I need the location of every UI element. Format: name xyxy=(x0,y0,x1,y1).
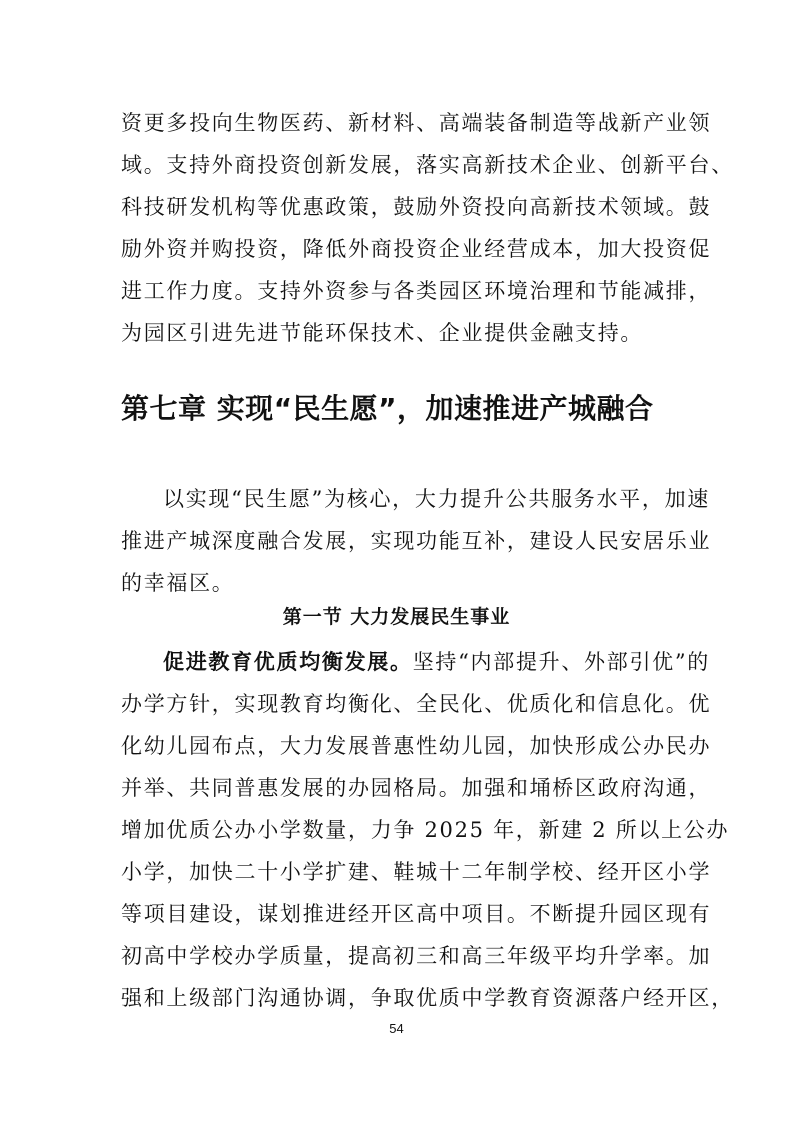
text-line: 资更多投向生物医药、新材料、高端装备制造等战新产业领 xyxy=(121,111,712,135)
page-number: 54 xyxy=(389,1021,404,1036)
text-line: 科技研发机构等优惠政策，鼓励外资投向高新技术领域。鼓 xyxy=(121,195,712,219)
text-line xyxy=(163,648,710,676)
text-line: 进工作力度。支持外资参与各类园区环境治理和节能减排， xyxy=(121,279,712,303)
text-line: 小学，加快二十小学扩建、鞋城十二年制学校、经开区小学 xyxy=(121,860,712,884)
text-line: 化幼儿园布点，大力发展普惠性幼儿园，加快形成公办民办 xyxy=(121,734,712,758)
section-title: 第一节 大力发展民生事业 xyxy=(282,606,511,628)
text-line: 并举、共同普惠发展的办园格局。加强和埇桥区政府沟通， xyxy=(121,776,712,800)
text-line: 以实现“民生愿”为核心，大力提升公共服务水平，加速 xyxy=(163,487,710,511)
chapter-title: 第七章 实现“民生愿”，加速推进产城融合 xyxy=(121,392,654,425)
text-line: 推进产城深度融合发展，实现功能互补，建设人民安居乐业 xyxy=(121,529,712,553)
text-line: 的幸福区。 xyxy=(121,571,235,595)
paragraph-lead-text: 坚持“内部提升、外部引优”的 xyxy=(412,650,710,674)
text-line: 域。支持外商投资创新发展，落实高新技术企业、创新平台、 xyxy=(121,153,734,177)
text-line: 增加优质公办小学数量，力争 2025 年，新建 2 所以上公办 xyxy=(121,818,730,842)
text-line: 办学方针，实现教育均衡化、全民化、优质化和信息化。优 xyxy=(121,692,712,716)
text-line: 初高中学校办学质量，提高初三和高三年级平均升学率。加 xyxy=(121,944,712,968)
text-line: 强和上级部门沟通协调，争取优质中学教育资源落户经开区， xyxy=(121,986,734,1010)
text-line: 为园区引进先进节能环保技术、企业提供金融支持。 xyxy=(121,321,644,345)
paragraph-lead-heading: 促进教育优质均衡发展。 xyxy=(163,649,413,674)
text-line: 励外资并购投资，降低外商投资企业经营成本，加大投资促 xyxy=(121,237,712,261)
text-line: 等项目建设，谋划推进经开区高中项目。不断提升园区现有 xyxy=(121,902,712,926)
